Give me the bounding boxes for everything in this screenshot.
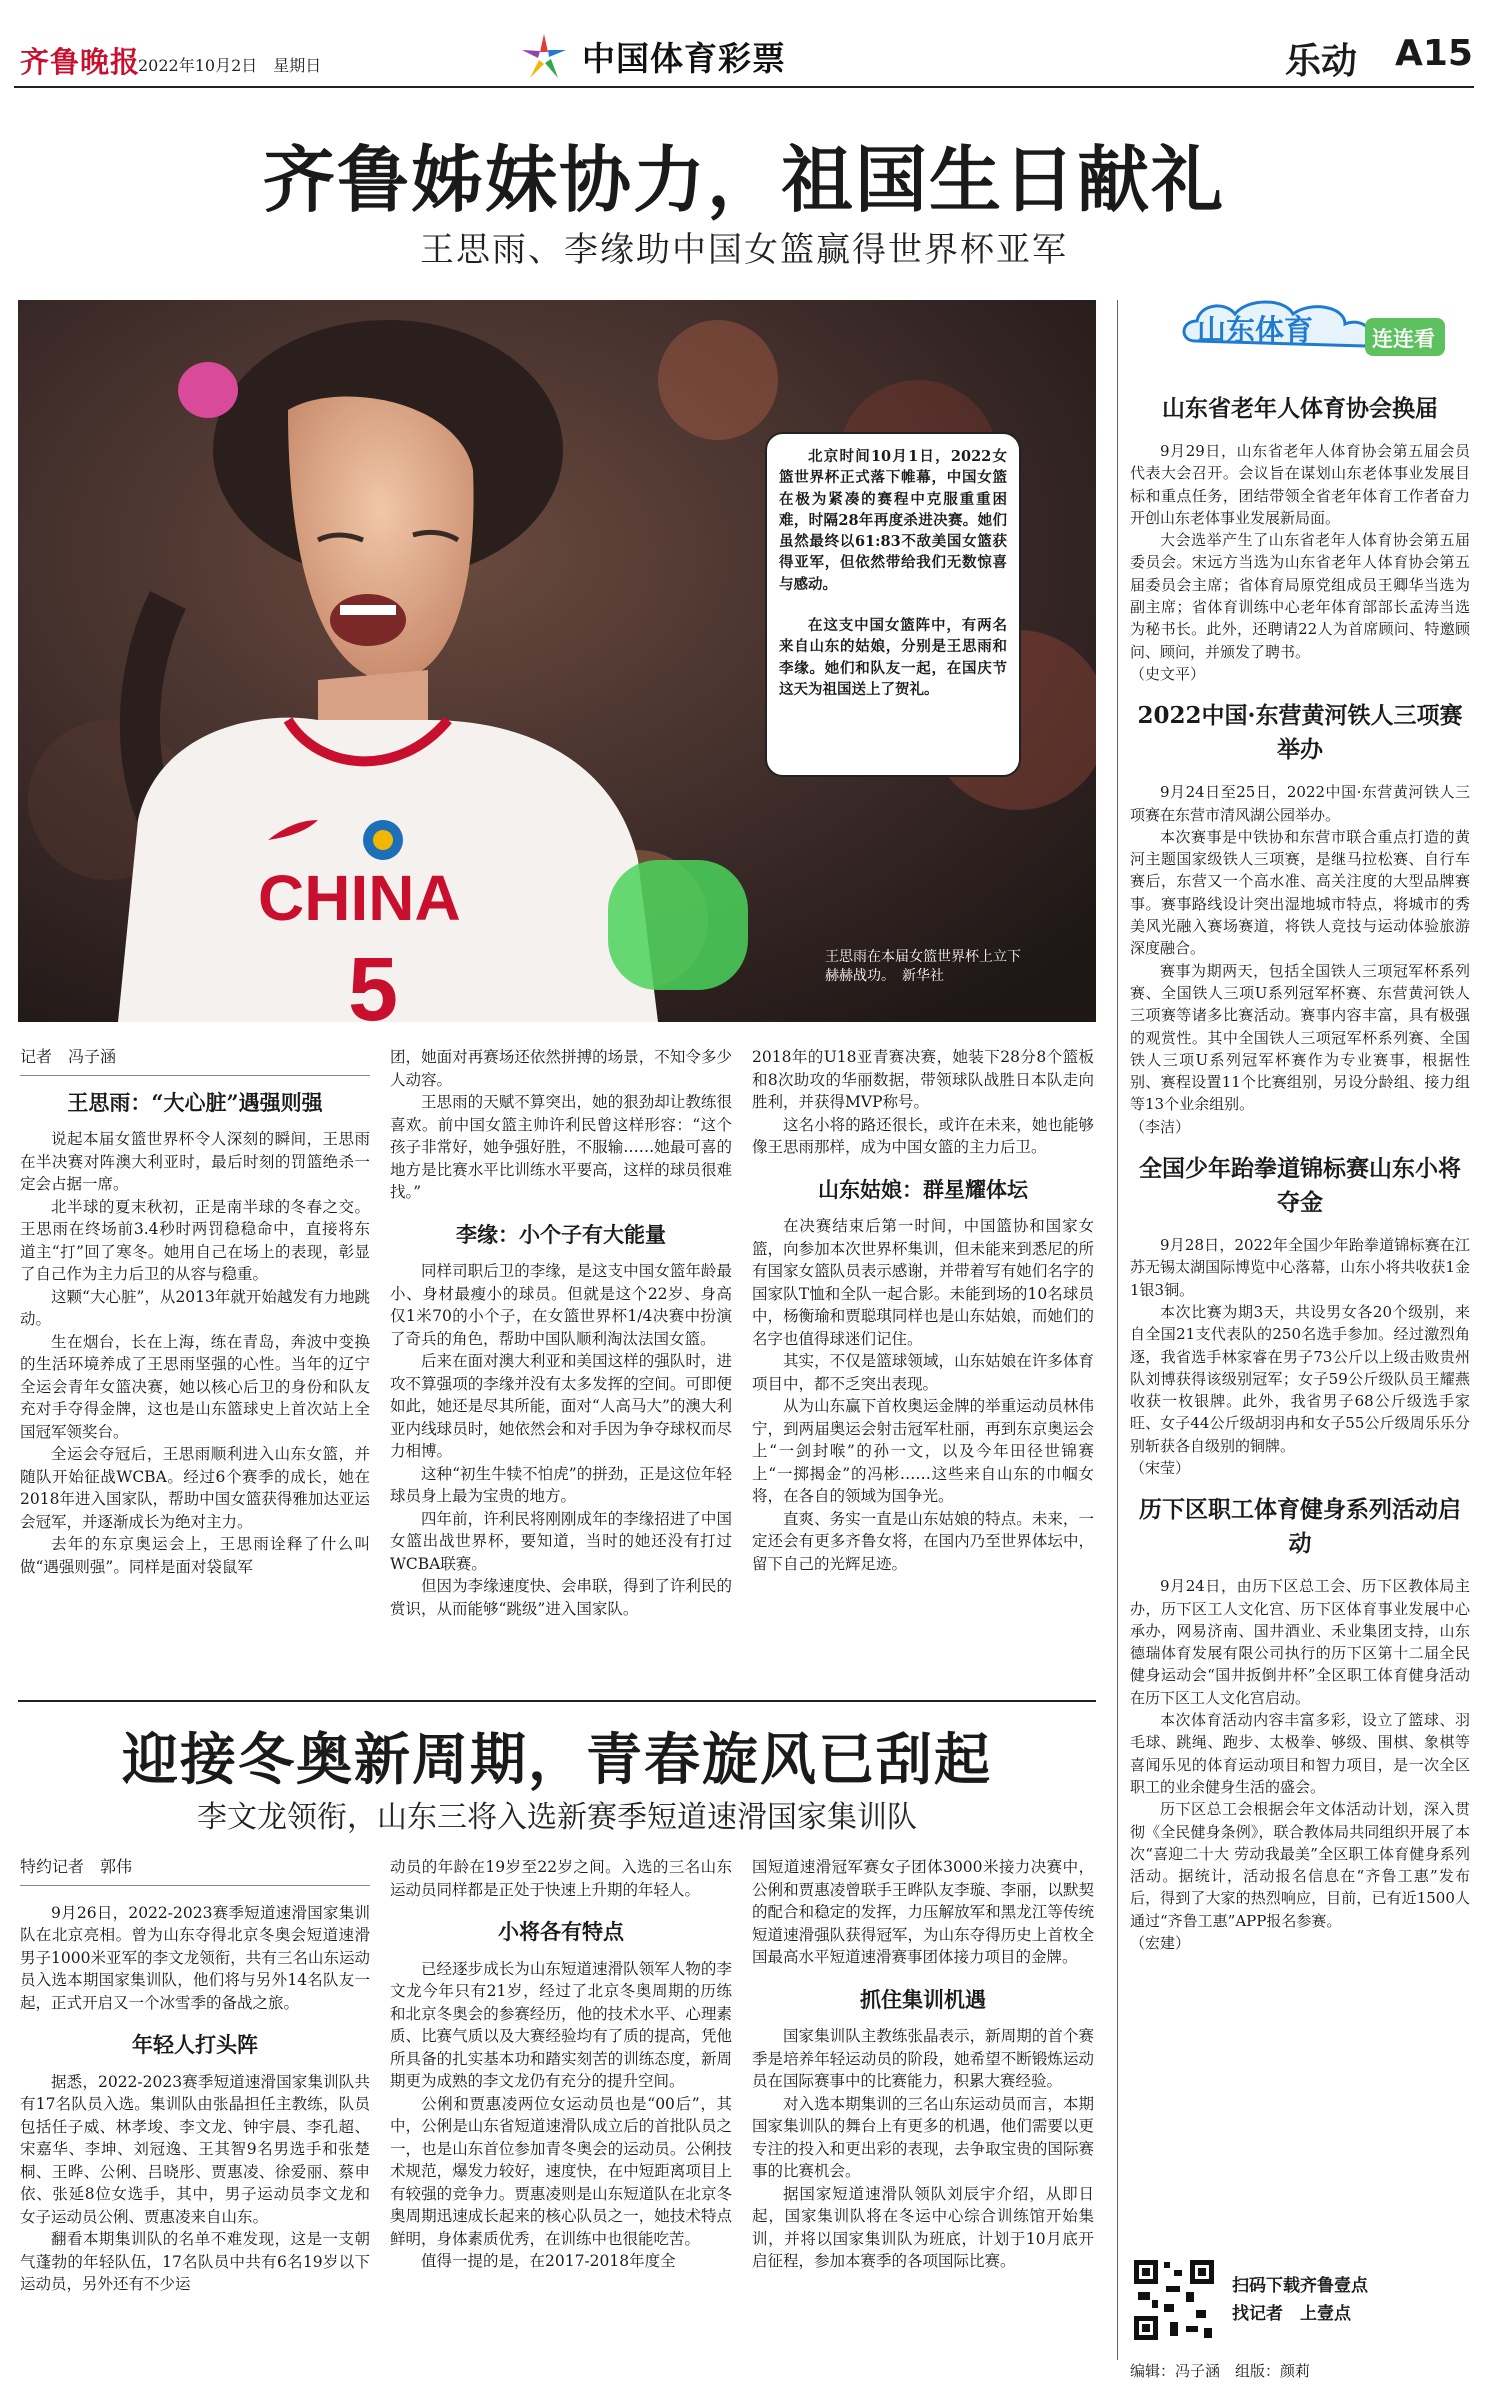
paragraph: 值得一提的是，在2017-2018年度全 (421, 2252, 676, 2270)
paragraph: 9月24日，由历下区总工会、历下区教体局主办，历下区工人文化宫、历下区体育事业发展中心承办，网易济南、国井酒业、禾业集团支持，山东德瑞体育发展有限公司执行的历下区第十二届全民健身运动会“国井扳倒井杯”全区职工体育健身活动在历下区工人文化宫启动。 (1130, 1577, 1470, 1707)
lead-column-1 (20, 1046, 370, 1578)
lead-column-2 (390, 1046, 732, 1620)
qr-line-2: 找记者 上壹点 (1232, 2304, 1351, 2324)
paragraph: 9月24日至25日，2022中国·东营黄河铁人三项赛在东营市清风湖公园举办。 (1130, 783, 1470, 824)
paragraph: 动员的年龄在19岁至22岁之间。入选的三名山东运动员同样都是正处于快速上升期的年轻人。 (390, 1858, 732, 1899)
second-subhead: 李文龙领衔，山东三将入选新赛季短道速滑国家集训队 (197, 1800, 917, 1835)
paragraph: 2018年的U18亚青赛决赛，她装下28分8个篮板和8次助攻的华丽数据，带领球队战胜日本队走向胜利，并获得MVP称号。 (752, 1048, 1094, 1111)
story-divider (18, 1700, 1096, 1702)
paragraph: 赛事为期两天，包括全国铁人三项冠军杯系列赛、全国铁人三项U系列冠军杯赛、东营黄河铁人三项赛等诸多比赛活动。赛事内容丰富，具有极强的观赏性。其中全国铁人三项冠军杯系列赛、全国铁人三项U系列冠军杯赛作为专业赛事，根据性别、赛程设置11个比赛组别，另设分龄组、接力组等13个业余组别。 (1130, 961, 1470, 1114)
paragraph: 国短道速滑冠军赛女子团体3000米接力决赛中，公俐和贾惠凌曾联手王晔队友李璇、李丽，以默契的配合和稳定的发挥，力压解放军和黑龙江等传统短道速滑强队获得冠军，为山东夺得历史上首枚全国最高水平短道速滑赛事团体接力项目的金牌。 (752, 1858, 1094, 1966)
paragraph: 北半球的夏末秋初，正是南半球的冬春之交。王思雨在终场前3.4秒时两罚稳稳命中，直接将东道主“打”回了寒冬。她用自己在场上的表现，彰显了自己作为主力后卫的从容与稳重。 (20, 1197, 370, 1283)
lottery-star-icon (518, 30, 570, 82)
paragraph: 本次体育活动内容丰富多彩，设立了篮球、羽毛球、跳绳、跑步、太极拳、够级、围棋、象棋等喜闻乐见的体育运动项目和智力项目，是一次全区职工的业余健身生活的盛会。 (1130, 1711, 1470, 1796)
paragraph: 据国家短道速滑队领队刘辰宇介绍，从即日起，国家集训队将在冬运中心综合训练馆开始集训，并将以国家集训队为班底，计划于10月底开启征程，参加本赛季的各项国际比赛。 (752, 2184, 1094, 2270)
paragraph: 本次比赛为期3天，共设男女各20个级别，来自全国21支代表队的250名选手参加。经过激烈角逐，我省选手林家睿在男子73公斤以上级击败贵州队刘博获得该级别冠军；女子59公斤级队员王耀燕收获一枚银牌。此外，我省男子68公斤级选手家旺、女子44公斤级胡羽冉和女子55公斤级周乐乐分别斩获各自级别的铜牌。 (1130, 1302, 1470, 1455)
paragraph: 对入选本期集训的三名山东运动员而言，本期国家集训队的舞台上有更多的机遇，他们需要以更专注的投入和更出彩的表现，去争取宝贵的国际赛事的比赛机会。 (752, 2094, 1094, 2180)
badge-tag-text: 连连看 (1372, 327, 1435, 351)
paragraph: 去年的东京奥运会上，王思雨诠释了什么叫做“遇强则强”。同样是面对袋鼠军 (20, 1535, 370, 1576)
summary-paragraph: 北京时间10月1日，2022女篮世界杯正式落下帷幕，中国女篮在极为紧凑的赛程中克服重重困难，时隔28年再度杀进决赛。她们虽然最终以61:83不敌美国女篮获得亚军，但依然带给我们无数惊喜与感动。 (779, 448, 1007, 593)
page-number: A15 (1395, 33, 1473, 74)
newspaper-logo: 齐鲁晚报 (20, 45, 141, 79)
second-column-3 (752, 1856, 1094, 2273)
paragraph: 这种“初生牛犊不怕虎”的拼劲，正是这位年轻球员身上最为宝贵的地方。 (390, 1464, 732, 1505)
paragraph: 其实，不仅是篮球领域，山东姑娘在许多体育项目中，都不乏突出表现。 (752, 1352, 1094, 1393)
jersey-number: 5 (348, 940, 399, 1022)
lead-byline: 记者 冯子涵 (20, 1046, 370, 1076)
photo-caption: 王思雨在本届女篮世界杯上立下赫赫战功。 新华社 (825, 949, 1021, 984)
paragraph: 生在烟台，长在上海，练在青岛，奔波中变换的生活环境养成了王思雨坚强的心性。当年的辽宁全运会青年女篮决赛，她以核心后卫的身份和队友充对手夺得金牌，这也是山东篮球史上首次站上全国冠军领奖台。 (20, 1332, 370, 1441)
paragraph: 说起本届女篮世界杯令人深刻的瞬间，王思雨在半决赛对阵澳大利亚时，最后时刻的罚篮绝杀一定会占据一席。 (20, 1130, 370, 1193)
paragraph: 历下区总工会根据会年文体活动计划，深入贯彻《全民健身条例》，联合教体局共同组织开展了本次“喜迎二十大 劳动我最美”全区职工体育健身系列活动。据统计，活动报名信息在“齐鲁工惠”发布后，得到了大家的热烈响应，目前，已有近1500人通过“齐鲁工惠”APP报名参赛。 (1130, 1800, 1470, 1930)
section-name: 乐动 (1285, 41, 1358, 82)
sidebar-news (1130, 392, 1470, 1954)
paragraph: 9月28日，2022年全国少年跆拳道锦标赛在江苏无锡太湖国际博览中心落幕，山东小将共收获1金1银3铜。 (1130, 1236, 1470, 1299)
sidebar-divider (1117, 300, 1118, 2360)
qr-promo[interactable] (1130, 2250, 1470, 2350)
paragraph: 国家集训队主教练张晶表示，新周期的首个赛季是培养年轻运动员的阶段，她希望不断锻炼运动员在国际赛事中的比赛能力，积累大赛经验。 (752, 2027, 1094, 2090)
qr-line-1: 扫码下载齐鲁壹点 (1232, 2276, 1368, 2296)
paragraph: 本次赛事是中铁协和东营市联合重点打造的黄河主题国家级铁人三项赛，是继马拉松赛、自行车赛后，东营又一个高水准、高关注度的大型品牌赛事。赛事路线设计突出湿地城市特点，将城市的秀美风光融入赛场赛道，将铁人竞技与运动体验旅游深度融合。 (1130, 827, 1470, 958)
paragraph: 从为山东赢下首枚奥运金牌的举重运动员林伟宁，到两届奥运会射击冠军杜丽，再到东京奥运会上“一剑封喉”的孙一文，以及今年田径世锦赛上“一掷揭金”的冯彬……这些来自山东的巾帼女将，在各自的领域为国争光。 (752, 1397, 1094, 1505)
paragraph: 团，她面对再赛场还依然拼搏的场景，不知令多少人动容。 (390, 1048, 732, 1089)
news-signature: （宏建） (1130, 1934, 1191, 1953)
lead-subtitle-2: 李缘：小个子有大能量 (456, 1221, 666, 1247)
paragraph: 这颗“大心脏”，从2013年就开始越发有力地跳动。 (20, 1287, 370, 1328)
paragraph: 同样司职后卫的李缘，是这支中国女篮年龄最小、身材最瘦小的球员。但就是这个22岁、身高仅1米70的小个子，在女篮世界杯1/4决赛中扮演了奇兵的角色，帮助中国队顺利淘汰法国女篮。 (390, 1262, 732, 1348)
second-byline: 特约记者 郭伟 (20, 1856, 370, 1886)
second-subtitle-2: 小将各有特点 (498, 1919, 624, 1944)
news-title: 山东省老年人体育协会换届 (1162, 395, 1438, 422)
lead-summary-box (765, 432, 1021, 777)
news-signature: （史文平） (1130, 664, 1206, 683)
paragraph: 这名小将的路还很长，或许在未来，她也能够像王思雨那样，成为中国女篮的主力后卫。 (752, 1115, 1094, 1156)
news-signature: （宋莹） (1130, 1458, 1191, 1477)
paragraph: 但因为李缘速度快、会串联，得到了许利民的赏识，从而能够“跳级”进入国家队。 (390, 1577, 732, 1618)
paragraph: 大会选举产生了山东省老年人体育协会第五届委员会。宋远方当选为山东省老年人体育协会第五届委员会主席；省体育局原党组成员王卿华当选为副主席；省体育训练中心老年体育部部长孟涛当选为秘书长。此外，还聘请22人为首席顾问、特邀顾问、顾问，并颁发了聘书。 (1130, 531, 1470, 661)
jersey-text: CHINA (258, 862, 461, 934)
paragraph: 9月29日，山东省老年人体育协会第五届会员代表大会召开。会议旨在谋划山东老体事业发展目标和重点任务，团结带领全省老年体育工作者奋力开创山东老体事业发展新局面。 (1130, 442, 1470, 527)
lead-subhead: 王思雨、李缘助中国女篮赢得世界杯亚军 (420, 230, 1068, 270)
qr-code-icon[interactable] (1130, 2256, 1218, 2344)
lead-subtitle-3: 山东姑娘：群星耀体坛 (818, 1176, 1028, 1202)
second-subtitle-1: 年轻人打头阵 (132, 2032, 258, 2057)
news-title: 全国少年跆拳道锦标赛山东小将夺金 (1139, 1155, 1461, 1217)
summary-paragraph: 在这支中国女篮阵中，有两名来自山东的姑娘，分别是王思雨和李缘。她们和队友一起，在国庆节这天为祖国送上了贺礼。 (779, 617, 1007, 698)
masthead-rule (14, 86, 1474, 88)
paragraph: 直爽、务实一直是山东姑娘的特点。未来，一定还会有更多齐鲁女将，在国内乃至世界体坛中，留下自己的光辉足迹。 (752, 1509, 1094, 1573)
news-title: 2022中国·东营黄河铁人三项赛举办 (1137, 702, 1463, 764)
second-column-2 (390, 1856, 732, 2273)
lead-column-3 (752, 1046, 1094, 1575)
second-subtitle-3: 抓住集训机遇 (860, 1986, 986, 2012)
paragraph: 翻看本期集训队的名单不难发现，这是一支朝气蓬勃的年轻队伍，17名队员中共有6名19岁以下运动员，另外还有不少运 (20, 2230, 370, 2293)
paragraph: 在决赛结束后第一时间，中国篮协和国家女篮，向参加本次世界杯集训，但未能来到悉尼的所有国家女篮队员表示感谢，并带着写有她们名字的国家队T恤和全队一起合影。未能到场的10名球员中，杨衡瑜和贾聪琪同样也是山东姑娘，而她们的名字也值得球迷们记住。 (752, 1217, 1094, 1348)
shandong-sports-badge (1175, 296, 1455, 366)
paragraph: 王思雨的天赋不算突出，她的狠劲却让教练很喜欢。前中国女篮主帅许利民曾这样形容：“这个孩子非常好，她争强好胜，不服输……她最可喜的地方是比赛水平比训练水平要高，这样的球员很难找。” (390, 1093, 732, 1201)
lottery-banner (518, 30, 786, 82)
editor-credit: 编辑：冯子涵 组版：颜莉 (1130, 2362, 1311, 2380)
paragraph: 公俐和贾惠凌两位女运动员也是“00后”，其中，公俐是山东省短道速滑队成立后的首批队员之一，也是山东首位参加青冬奥会的运动员。公俐技术规范，爆发力较好，速度快，在中短距离项目上有较强的竞争力。贾惠凌则是山东短道队在北京冬奥周期迅速成长起来的核心队员之一，她技术特点鲜明，身体素质优秀，在训练中也很能吃苦。 (390, 2094, 732, 2248)
second-column-1 (20, 1856, 370, 2296)
news-title: 历下区职工体育健身系列活动启动 (1139, 1496, 1461, 1558)
paragraph: 据悉，2022-2023赛季短道速滑国家集训队共有17名队员入选。集训队由张晶担任主教练，队员包括任子威、林孝埈、李文龙、钟宇晨、李孔超、宋嘉华、李坤、刘冠逸、王其智9名男选手和张楚桐、王晔、公俐、吕晓彤、贾惠凌、徐爱丽、蔡申依、张延8位女选手，其中，男子运动员李文龙和女子运动员公俐、贾惠凌来自山东。 (20, 2072, 370, 2226)
news-signature: （李洁） (1130, 1117, 1191, 1136)
paragraph: 后来在面对澳大利亚和美国这样的强队时，进攻不算强项的李缘并没有太多发挥的空间。可即便如此，她还是尽其所能，面对“人高马大”的澳大利亚内线球员时，她依然会和对手因为争夺球权而尽力相博。 (390, 1352, 732, 1460)
paragraph: 已经逐步成长为山东短道速滑队领军人物的李文龙今年只有21岁，经过了北京冬奥周期的历练和北京冬奥会的参赛经历，他的技术水平、心理素质、比赛气质以及大赛经验均有了质的提高，凭他所具备的扎实基本功和踏实刻苦的训练态度，新周期更为成熟的李文龙仍有充分的提升空间。 (390, 1959, 732, 2090)
badge-main-text: 山东体育 (1197, 313, 1314, 347)
lead-headline: 齐鲁姊妹协力，祖国生日献礼 (262, 137, 1225, 222)
lottery-title: 中国体育彩票 (582, 38, 786, 78)
paragraph: 四年前，许利民将刚刚成年的李缘招进了中国女篮出战世界杯，要知道，当时的她还没有打过WCBA联赛。 (390, 1509, 732, 1573)
issue-date: 2022年10月2日 星期日 (138, 56, 322, 75)
paragraph: 9月26日，2022-2023赛季短道速滑国家集训队在北京亮相。曾为山东夺得北京冬奥会短道速滑男子1000米亚军的李文龙领衔，共有三名山东运动员入选本期国家集训队，他们将与另外14名队友一起，正式开启又一个冰雪季的备战之旅。 (20, 1903, 370, 2012)
lead-subtitle-1: 王思雨：“大心脏”遇强则强 (67, 1089, 323, 1115)
paragraph: 全运会夺冠后，王思雨顺利进入山东女篮，并随队开始征战WCBA。经过6个赛季的成长，她在2018年进入国家队，帮助中国女篮获得雅加达亚运会冠军，并逐渐成长为绝对主力。 (20, 1445, 370, 1531)
second-headline: 迎接冬奥新周期，青春旋风已刮起 (122, 1727, 992, 1793)
